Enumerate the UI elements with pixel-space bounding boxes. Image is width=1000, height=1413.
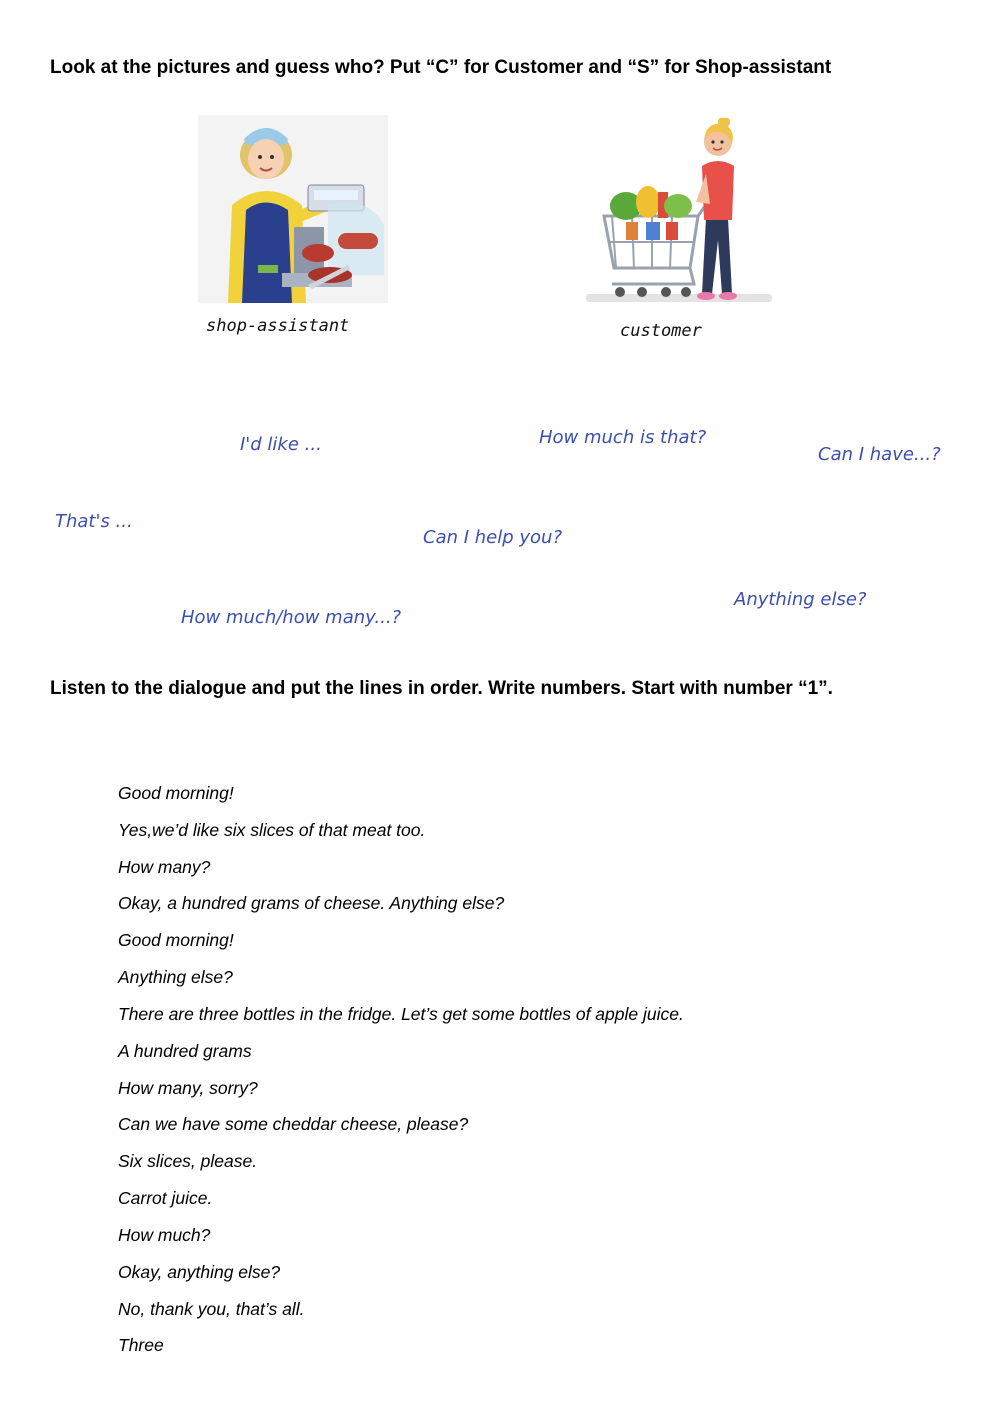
dialogue-line: Anything else? (118, 967, 233, 987)
dialogue-line: How many? (118, 857, 211, 877)
shop-assistant-illustration (198, 115, 388, 303)
instruction-task1: Look at the pictures and guess who? Put “C” for Customer and “S” for Shop-assistant (50, 57, 832, 78)
dialogue-line: Three (118, 1335, 164, 1355)
dialogue-line: A hundred grams (118, 1041, 252, 1061)
customer-caption: customer (620, 321, 702, 341)
phrase-how-much-is-that: How much is that? (539, 427, 707, 448)
dialogue-line: Yes,we’d like six slices of that meat too. (118, 820, 426, 840)
instruction-task2: Listen to the dialogue and put the lines in order. Write numbers. Start with number “1”. (50, 678, 833, 699)
dialogue-line: No, thank you, that’s all. (118, 1299, 305, 1319)
dialogue-line: Can we have some cheddar cheese, please? (118, 1114, 469, 1134)
dialogue-line: Six slices, please. (118, 1151, 258, 1171)
dialogue-line: Carrot juice. (118, 1188, 213, 1208)
dialogue-line: There are three bottles in the fridge. Let’s get some bottles of apple juice. (118, 1004, 684, 1024)
customer-illustration (586, 118, 772, 306)
dialogue-line: Okay, a hundred grams of cheese. Anything else? (118, 893, 505, 913)
phrase-id-like: I'd like ... (240, 434, 322, 455)
dialogue-line: Okay, anything else? (118, 1262, 281, 1282)
dialogue-line: Good morning! (118, 783, 234, 803)
phrase-can-i-help-you: Can I help you? (423, 527, 563, 548)
phrase-thats: That's ... (55, 511, 133, 532)
dialogue-line: Good morning! (118, 930, 234, 950)
phrase-how-much-how-many: How much/how many...? (181, 607, 402, 628)
shop-assistant-caption: shop-assistant (206, 316, 350, 336)
phrase-can-i-have: Can I have...? (818, 444, 941, 465)
phrase-anything-else: Anything else? (734, 589, 867, 610)
dialogue-line: How much? (118, 1225, 211, 1245)
dialogue-line: How many, sorry? (118, 1078, 258, 1098)
